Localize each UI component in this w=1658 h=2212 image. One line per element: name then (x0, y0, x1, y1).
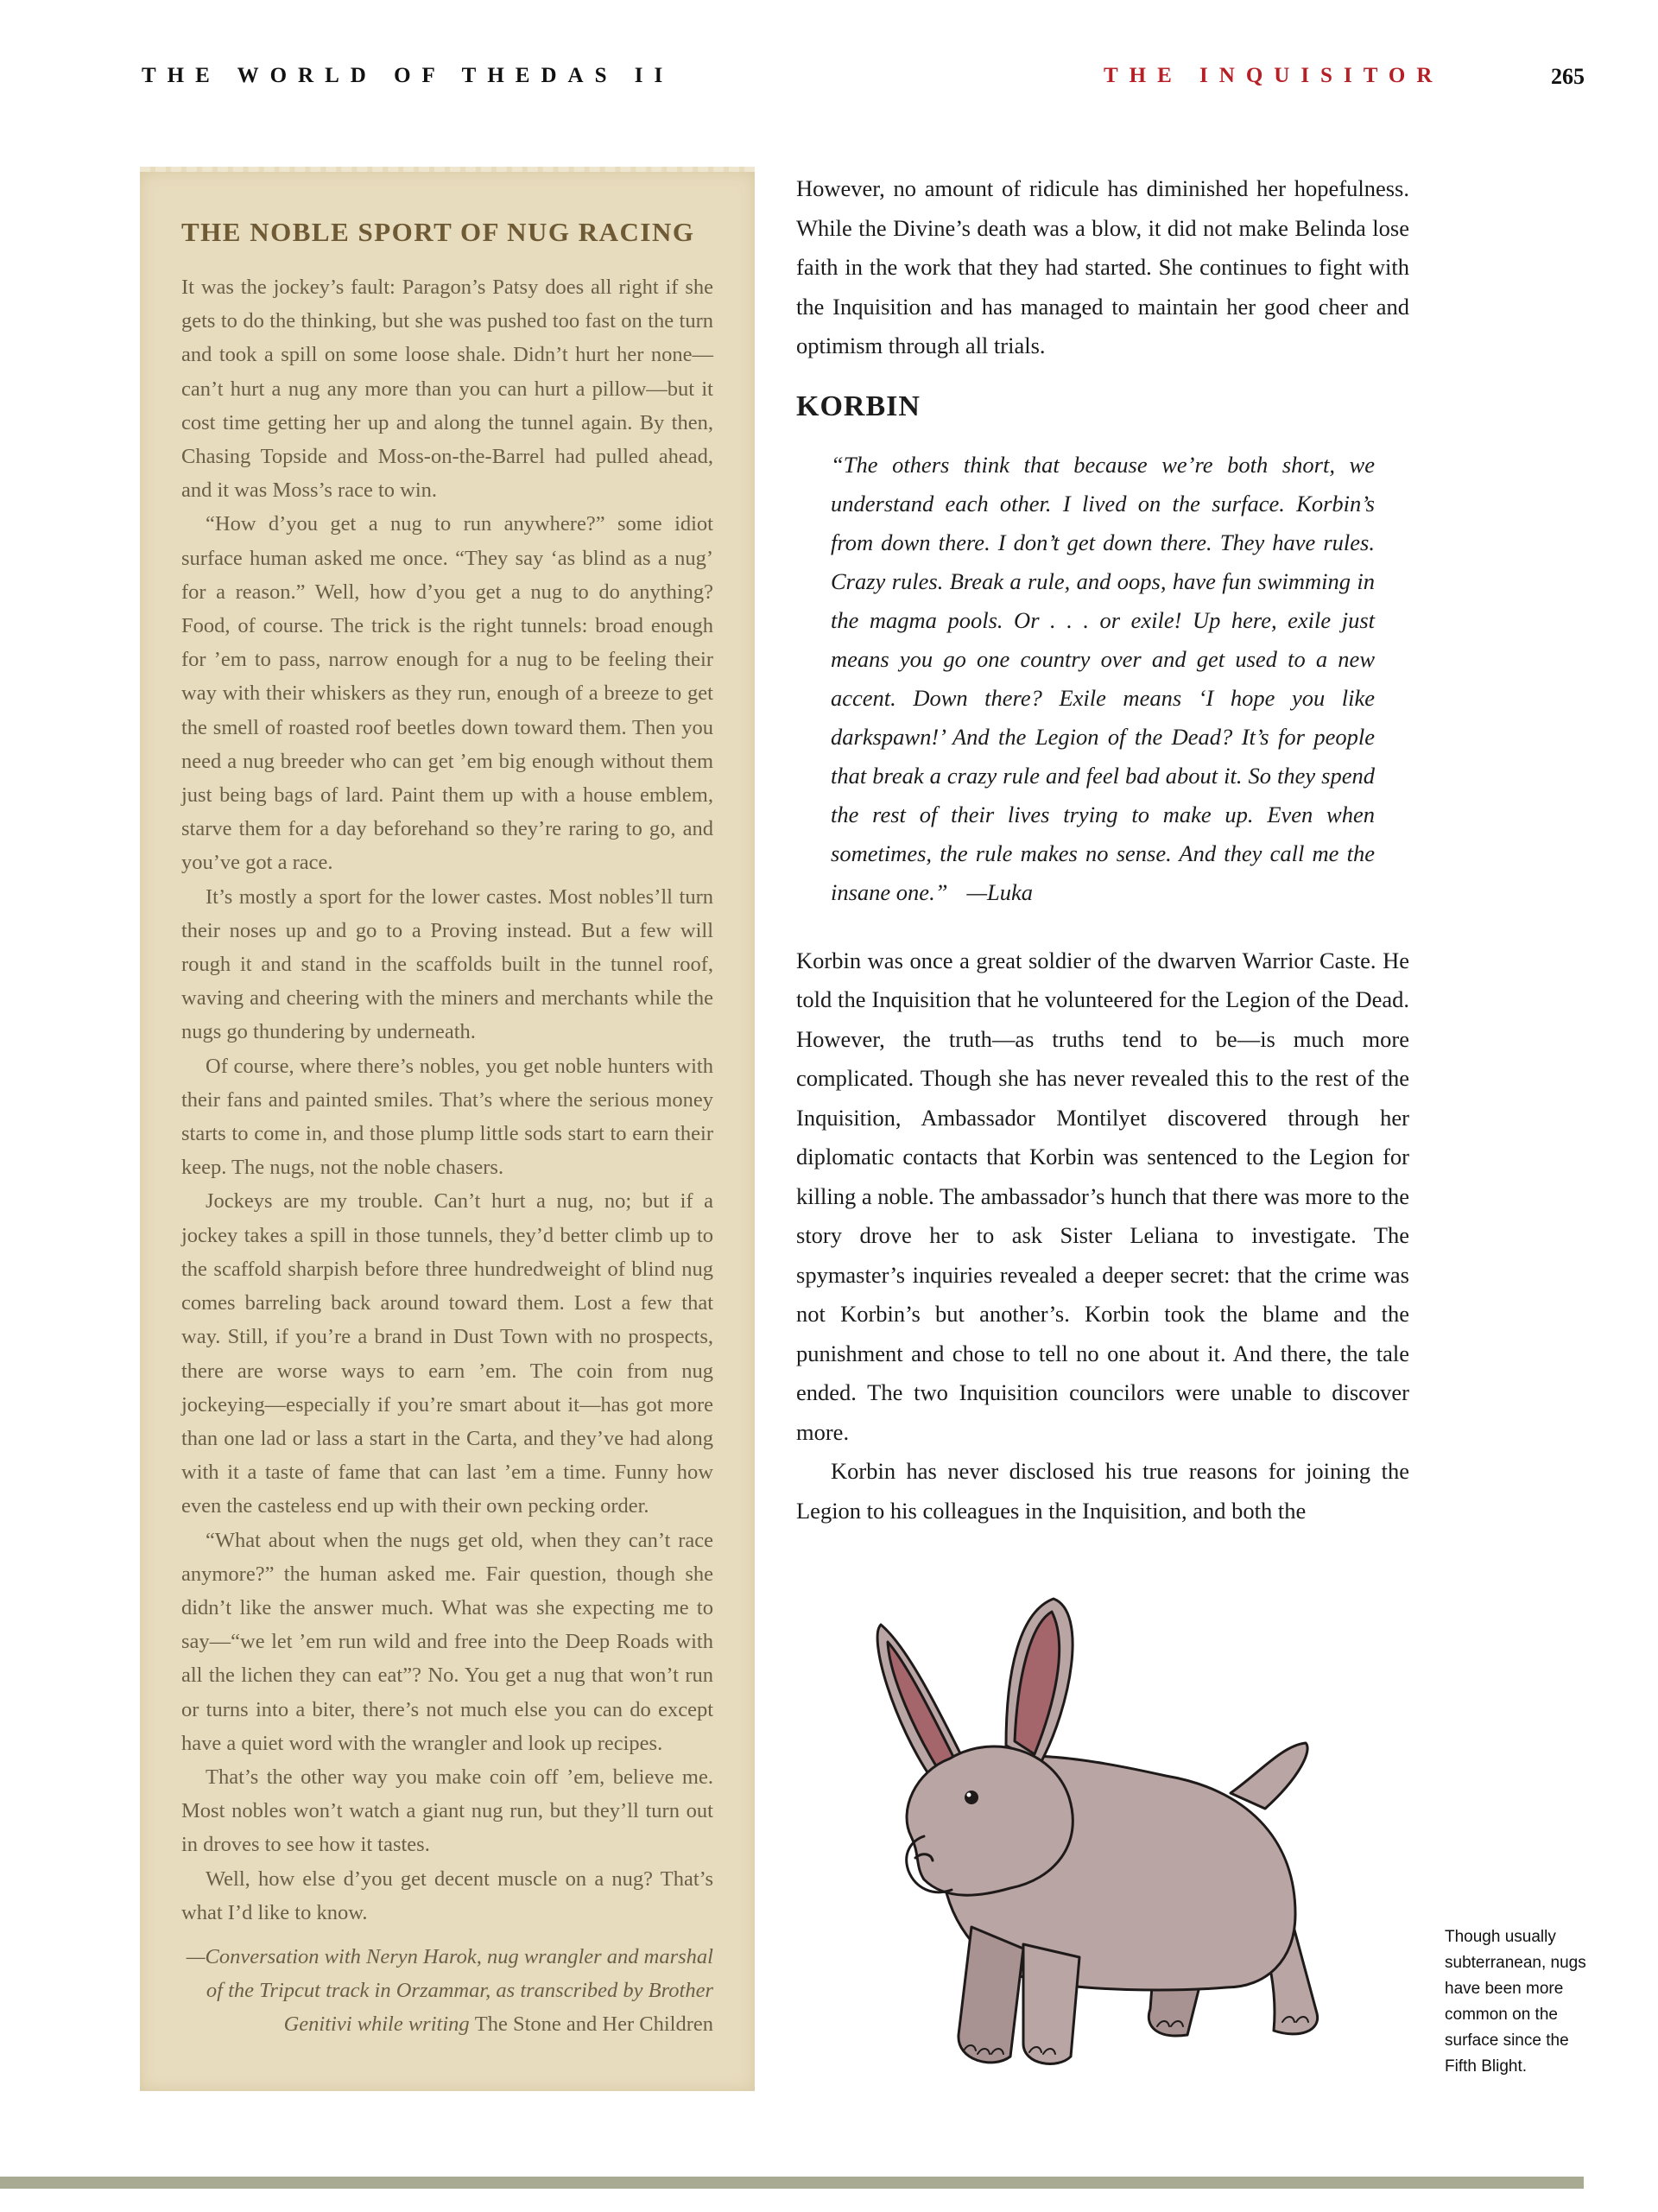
body-paragraph: Korbin has never disclosed his true reasons for joining the Legion to his colleagues in the Inquisition, and both the (796, 1458, 1409, 1524)
nug-front-leg (959, 1927, 1023, 2063)
nug-head (907, 1746, 1073, 1895)
sidebar-content (181, 217, 713, 2042)
quote-attribution: —Luka (966, 878, 1034, 905)
sidebar-paragraph: Of course, where there’s nobles, you get noble hunters with their fans and painted smiles. That’s where the serious money starts to come in, and those plump little sods start to earn their keep. The nugs, not the noble chasers. (181, 1054, 713, 1180)
nug-illustration (794, 1577, 1416, 2095)
epigraph-quote (831, 446, 1375, 912)
sidebar-box (140, 167, 755, 2091)
body-paragraph: Korbin was once a great soldier of the dwarven Warrior Caste. He told the Inquisition that he volunteered for the Legion of the Dead. However, the truth—as truths tend to be—is much more complicated. Though she has never revealed this to the rest of the Inquisition, Ambassador Montilyet discovered through her diplomatic contacts that Korbin was sentenced to the Legion for killing a noble. The ambassador’s hunch that there was more to the story drove her to ask Sister Leliana to investigate. The spymaster’s inquiries revealed a deeper secret: that the crime was not Korbin’s but another’s. Korbin took the blame and the punishment and chose to tell no one about it. And there, the tale ended. The two Inquisition councilors were unable to discover more. (796, 947, 1409, 1445)
section-heading-korbin: KORBIN (796, 390, 921, 422)
nug-eye (965, 1791, 978, 1804)
nug-tail (1231, 1743, 1307, 1809)
intro-paragraph: However, no amount of ridicule has diminished her hopefulness. While the Divine’s death was a blow, it did not make Belinda lose faith in the work that they had started. She continues to fight with the Inquisition and has managed to maintain her good cheer and optimism through all trials. (796, 175, 1409, 358)
sidebar-title: THE NOBLE SPORT OF NUG RACING (181, 217, 695, 247)
sidebar-paragraph: Jockeys are my trouble. Can’t hurt a nug, no; but if a jockey takes a spill in those tunnels, they’d better climb up to the scaffold sharpish before three hundredweight of blind nug comes barreling back around toward them. Lost a few that way. Still, if you’re a brand in Dust Town with no prospects, there are worse ways to earn ’em. The coin from nug jockeying—especially if you’re smart about it—has got more than one lad or lass a start in the Carta, and they’ve had along with it a taste of fame that can last ’em a time. Funny how even the casteless end up with their own pecking order. (181, 1189, 713, 1518)
quote-text: “The others think that because we’re both short, we understand each other. I lived on the surface. Korbin’s from down there. I don’t get down there. They have rules. Crazy rules. Break a rule, and oops, have fun swimming in the magma pools. Or . . . or exile! Up here, exile just means you go one country over and get used to a new accent. Down there? Exile means ‘I hope you like darkspawn!’ And the Legion of the Dead? It’s for people that break a crazy rule and feel bad about it. So they spend the rest of their lives trying to make up. Even when sometimes, the rule makes no sense. And they call me the insane one.” (831, 451, 1375, 905)
running-header-chapter-title: THE INQUISITOR (1104, 64, 1444, 87)
nug-front-leg (1023, 1944, 1079, 2063)
sidebar-paragraph: That’s the other way you make coin off ’em, believe me. Most nobles won’t watch a giant nug run, but they’ll turn out in droves to see how it tastes. (181, 1765, 713, 1857)
sidebar-paragraph: “How d’you get a nug to run anywhere?” some idiot surface human asked me once. “They say ‘as blind as a nug’ for a reason.” Well, how d’you get a nug to do anything? Food, of course. The trick is the right tunnels: broad enough for ’em to pass, narrow enough for a nug to be feeling their way with their whiskers as they run, enough of a breeze to get the smell of roasted roof beetles down toward them. Then you need a nug breeder who can get ’em big enough without them just being bags of lard. Paint them up with a house emblem, starve them for a day beforehand so they’re raring to go, and you’ve got a race. (181, 512, 713, 875)
attribution-text: —Conversation with Neryn Harok, nug wrangler and marshal of the Tripcut track in Orzammar, as transcribed by Brother Genitivi while writing (186, 1944, 713, 2037)
nug-eye-highlight (967, 1793, 971, 1797)
sidebar-attribution (181, 1940, 713, 2042)
attribution-book-title: The Stone and Her Children (474, 2012, 713, 2037)
page-number: 265 (1551, 64, 1585, 89)
sidebar-paragraph: It’s mostly a sport for the lower castes. Most nobles’ll turn their noses up and go to a Proving instead. But a few will rough it and stand in the scaffolds built in the tunnel roof, waving and cheering with the miners and merchants while the nugs go thundering by underneath. (181, 884, 713, 1044)
main-column (796, 169, 1409, 1531)
running-header-book-title: THE WORLD OF THEDAS II (142, 64, 674, 87)
sidebar-paragraph: Well, how else d’you get decent muscle on a nug? That’s what I’d like to know. (181, 1867, 713, 1924)
illustration-caption: Though usually subterranean, nugs have been more common on the surface since the Fifth Blight. (1445, 1928, 1586, 2076)
sidebar-paragraph: “What about when the nugs get old, when they can’t race anymore?” the human asked me. Fair question, though she didn’t like the answer much. What was she expecting me to say—“we let ’em run wild and free into the Deep Roads with all the lichen they can eat”? No. You get a nug that won’t run or turns into a biter, there’s not much else you can do except have a quiet word with the wrangler and look up recipes. (181, 1528, 713, 1755)
footer-decorative-bar (0, 2177, 1584, 2189)
sidebar-paragraph: It was the jockey’s fault: Paragon’s Patsy does all right if she gets to do the thinking, but she was pushed too fast on the turn and took a spill on some loose shale. Didn’t hurt her none—can’t hurt a nug any more than you can hurt a pillow—but it cost time getting her up and along the tunnel again. By then, Chasing Topside and Moss-on-the-Barrel had pulled ahead, and it was Moss’s race to win. (181, 276, 713, 503)
